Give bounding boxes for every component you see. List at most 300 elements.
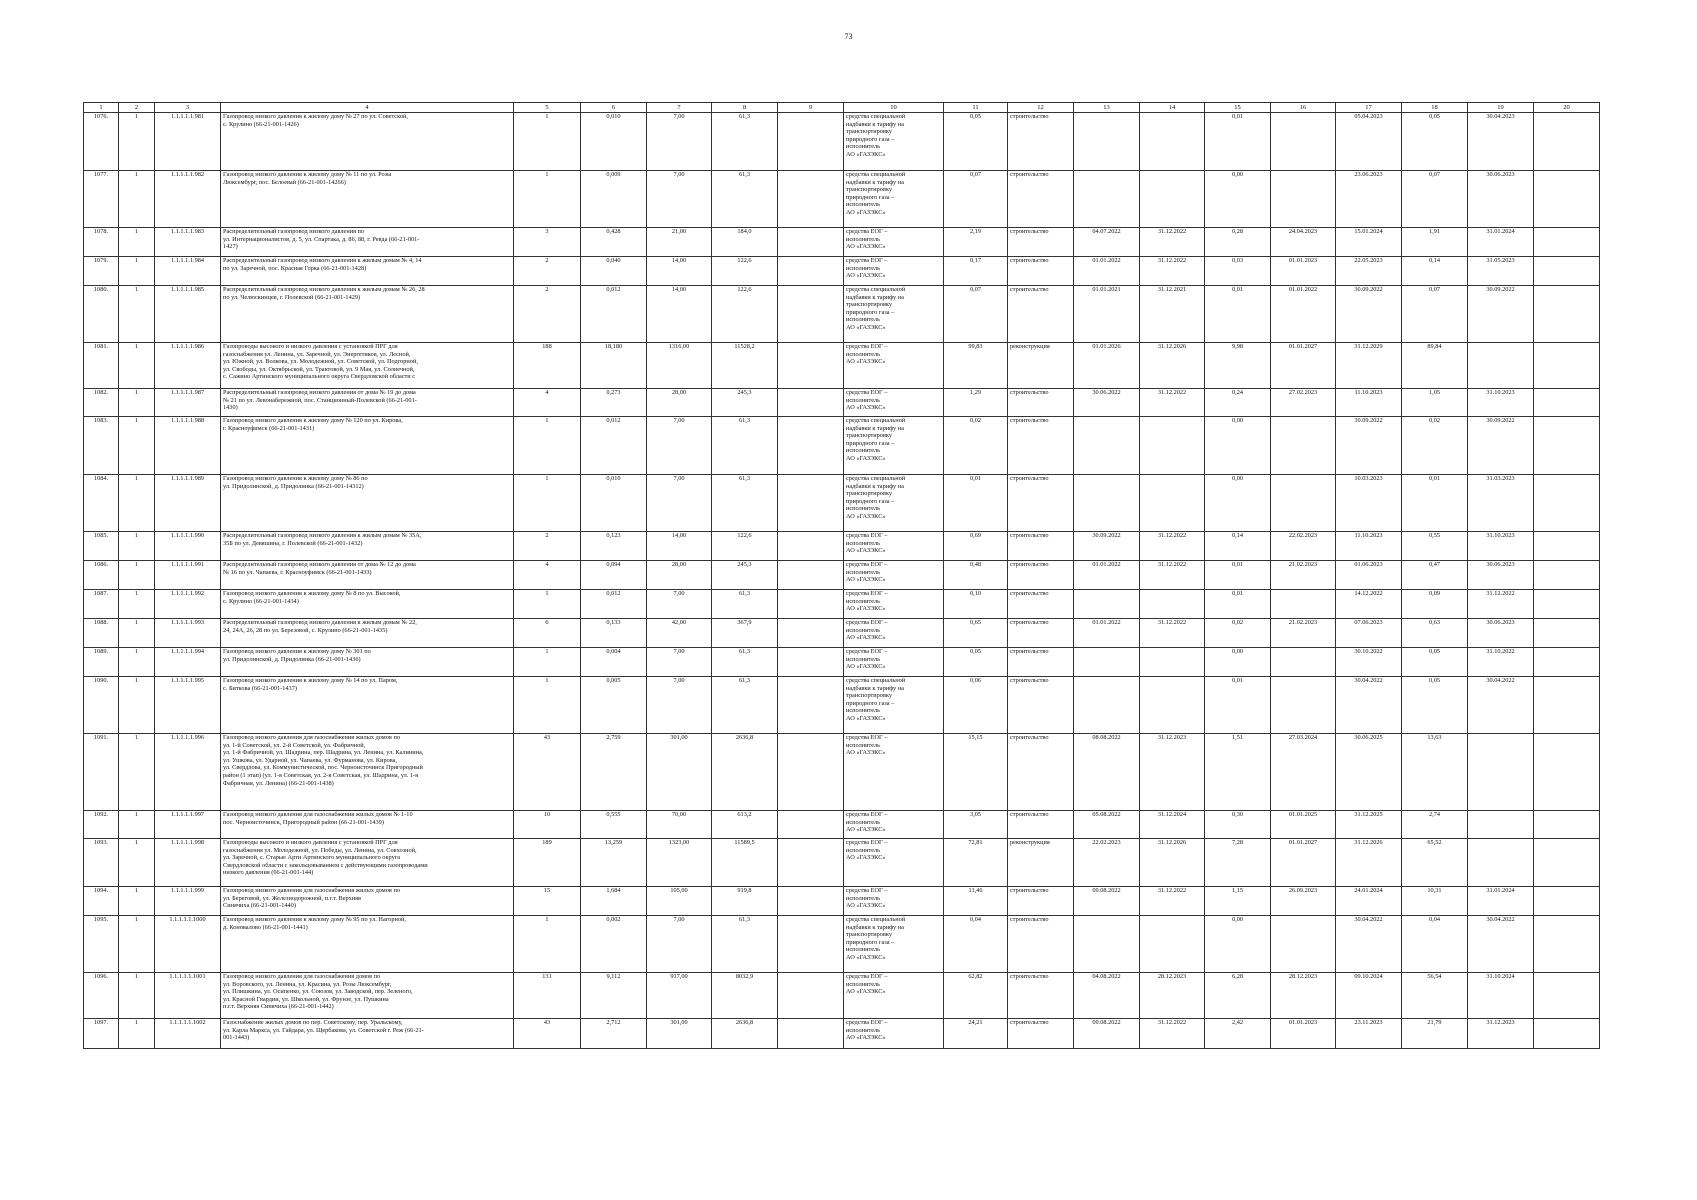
completion-date: 14.12.2022 [1336,590,1402,619]
column-5: 43 [514,1019,581,1049]
work-type: строительство [1008,677,1074,734]
column-15: 0,01 [1205,113,1271,171]
work-type: строительство [1008,228,1074,257]
column-20 [1534,561,1600,590]
column-2: 1 [119,648,155,677]
completion-date: 15.01.2024 [1336,228,1402,257]
column-9 [778,811,844,839]
commissioning-date: 31.12.2022 [1468,590,1534,619]
object-description: Распределительный газопровод низкого давления от дома № 12 до дома № 16 по ул. Чапаева, г. Красноуфимск (66-21-001-1433) [221,561,514,590]
column-7: 7,00 [647,475,712,532]
column-2: 1 [119,228,155,257]
end-date: 31.12.2022 [1140,257,1205,286]
column-8: 2636,8 [712,1019,778,1049]
column-15: 0,01 [1205,286,1271,343]
completion-date: 23.06.2023 [1336,171,1402,228]
length: 0,040 [581,257,647,286]
column-header-20: 20 [1534,103,1600,113]
column-header-5: 5 [514,103,581,113]
funding-source: средства ЕОГ – исполнитель АО «ГАЗЭКС» [844,1019,944,1049]
column-20 [1534,417,1600,475]
length: 1,684 [581,887,647,916]
table-row [84,113,1600,171]
funding-source: средства ЕОГ – исполнитель АО «ГАЗЭКС» [844,839,944,887]
end-date: 31.12.2022 [1140,887,1205,916]
column-8: 61,3 [712,648,778,677]
table-row [84,1019,1600,1049]
row-number: 1078. [84,228,119,257]
row-number: 1089. [84,648,119,677]
column-18: 1,91 [1402,228,1468,257]
column-9 [778,839,844,887]
column-16: 01.01.2023 [1271,1019,1336,1049]
column-16: 01.01.2025 [1271,811,1336,839]
column-7: 14,00 [647,286,712,343]
column-15: 0,30 [1205,811,1271,839]
length: 2,759 [581,734,647,811]
column-5: 6 [514,619,581,648]
cost: 0,07 [944,171,1008,228]
column-header-3: 3 [155,103,221,113]
column-header-9: 9 [778,103,844,113]
column-16 [1271,417,1336,475]
column-5: 4 [514,561,581,590]
column-18: 89,84 [1402,343,1468,389]
column-2: 1 [119,389,155,417]
column-15: 7,28 [1205,839,1271,887]
end-date: 31.12.2021 [1140,286,1205,343]
length: 0,012 [581,590,647,619]
funding-source: средства ЕОГ – исполнитель АО «ГАЗЭКС» [844,811,944,839]
end-date: 31.12.2022 [1140,561,1205,590]
column-header-8: 8 [712,103,778,113]
column-7: 28,00 [647,389,712,417]
object-description: Распределительный газопровод низкого давления по ул. Интернационалистов, д. 5, ул. Спартака, д. 86, 88, г. Ревда (66-21-001- 1427) [221,228,514,257]
column-9 [778,417,844,475]
work-type: строительство [1008,590,1074,619]
column-15: 0,24 [1205,389,1271,417]
column-18: 0,07 [1402,286,1468,343]
column-18: 0,04 [1402,916,1468,973]
column-15: 1,15 [1205,887,1271,916]
funding-source: средства ЕОГ – исполнитель АО «ГАЗЭКС» [844,561,944,590]
cost: 0,05 [944,113,1008,171]
column-2: 1 [119,286,155,343]
column-8: 11589,5 [712,839,778,887]
table-row [84,734,1600,811]
cost: 62,82 [944,973,1008,1019]
column-8: 61,3 [712,417,778,475]
column-7: 28,00 [647,561,712,590]
completion-date: 01.06.2023 [1336,561,1402,590]
length: 0,123 [581,532,647,561]
table-row [84,839,1600,887]
start-date [1074,590,1140,619]
commissioning-date: 31.01.2024 [1468,887,1534,916]
cost: 99,83 [944,343,1008,389]
object-description: Газопровод низкого давления для газоснабжения домов по ул. Воровского, ул. Ленина, ул. Красина, ул. Розы Люксембург, ул. Плишкина, ул. Осипенко, ул. Союзов, ул. Заводской, пер. Зеленого, ул. Красной Гвардии, ул. Школьной, ул. Фрунзе, ул. Пушкина п.г.т. Верхняя Синячиха (66-21-001-1442) [221,973,514,1019]
column-16: 01.01.2027 [1271,343,1336,389]
funding-source: средства ЕОГ – исполнитель АО «ГАЗЭКС» [844,734,944,811]
object-code: 1.1.1.1.1.1002 [155,1019,221,1049]
funding-source: средства ЕОГ – исполнитель АО «ГАЗЭКС» [844,228,944,257]
funding-source: средства специальной надбавки к тарифу на транспортировку природного газа – исполнитель АО «ГАЗЭКС» [844,417,944,475]
object-code: 1.1.1.1.1.991 [155,561,221,590]
object-code: 1.1.1.1.1.985 [155,286,221,343]
commissioning-date: 30.09.2022 [1468,417,1534,475]
start-date: 08.08.2022 [1074,734,1140,811]
column-15: 0,01 [1205,677,1271,734]
completion-date: 05.04.2023 [1336,113,1402,171]
row-number: 1083. [84,417,119,475]
commissioning-date: 30.06.2023 [1468,171,1534,228]
column-8: 245,3 [712,389,778,417]
length: 0,555 [581,811,647,839]
table-row [84,532,1600,561]
completion-date: 23.11.2023 [1336,1019,1402,1049]
column-7: 301,00 [647,1019,712,1049]
commissioning-date: 30.04.2022 [1468,677,1534,734]
column-18: 0,05 [1402,113,1468,171]
column-2: 1 [119,417,155,475]
completion-date: 31.12.2029 [1336,343,1402,389]
completion-date: 30.04.2022 [1336,677,1402,734]
work-type: строительство [1008,475,1074,532]
length: 0,012 [581,417,647,475]
column-header-1: 1 [84,103,119,113]
end-date: 28.12.2023 [1140,973,1205,1019]
end-date: 31.12.2024 [1140,811,1205,839]
column-2: 1 [119,734,155,811]
funding-source: средства специальной надбавки к тарифу на транспортировку природного газа – исполнитель АО «ГАЗЭКС» [844,475,944,532]
table-row [84,475,1600,532]
column-5: 188 [514,343,581,389]
column-18: 0,14 [1402,257,1468,286]
length: 2,712 [581,1019,647,1049]
column-2: 1 [119,887,155,916]
table-row [84,648,1600,677]
column-2: 1 [119,171,155,228]
column-8: 245,3 [712,561,778,590]
column-7: 7,00 [647,677,712,734]
column-8: 61,3 [712,590,778,619]
column-9 [778,887,844,916]
row-number: 1092. [84,811,119,839]
column-2: 1 [119,475,155,532]
column-16: 26.09.2023 [1271,887,1336,916]
start-date: 01.01.2022 [1074,257,1140,286]
length: 0,004 [581,648,647,677]
column-7: 14,00 [647,532,712,561]
column-20 [1534,389,1600,417]
start-date [1074,677,1140,734]
column-8: 919,8 [712,887,778,916]
end-date: 31.12.2022 [1140,1019,1205,1049]
column-8: 2636,8 [712,734,778,811]
work-type: строительство [1008,532,1074,561]
column-20 [1534,811,1600,839]
cost: 24,21 [944,1019,1008,1049]
end-date [1140,677,1205,734]
column-7: 14,00 [647,257,712,286]
column-16: 21.02.2023 [1271,561,1336,590]
commissioning-date: 30.04.2023 [1468,113,1534,171]
column-15: 0,00 [1205,475,1271,532]
column-8: 61,3 [712,475,778,532]
column-header-11: 11 [944,103,1008,113]
commissioning-date [1468,839,1534,887]
column-16: 01.01.2022 [1271,286,1336,343]
end-date [1140,417,1205,475]
column-7: 7,00 [647,916,712,973]
funding-source: средства ЕОГ – исполнитель АО «ГАЗЭКС» [844,973,944,1019]
start-date: 01.01.2022 [1074,619,1140,648]
row-number: 1090. [84,677,119,734]
end-date: 31.12.2026 [1140,343,1205,389]
commissioning-date: 31.10.2023 [1468,532,1534,561]
commissioning-date: 31.05.2023 [1468,257,1534,286]
object-code: 1.1.1.1.1.983 [155,228,221,257]
work-type: строительство [1008,171,1074,228]
row-number: 1080. [84,286,119,343]
column-2: 1 [119,973,155,1019]
object-description: Газопровод низкого давления к жилому дому № 86 по ул. Придолинской, д. Придолинка (66-21-001-14312) [221,475,514,532]
end-date: 31.12.2022 [1140,228,1205,257]
table-row [84,811,1600,839]
completion-date: 31.12.2025 [1336,811,1402,839]
object-code: 1.1.1.1.1.993 [155,619,221,648]
column-18: 13,63 [1402,734,1468,811]
cost: 0,04 [944,916,1008,973]
funding-source: средства специальной надбавки к тарифу на транспортировку природного газа – исполнитель АО «ГАЗЭКС» [844,677,944,734]
start-date: 09.08.2022 [1074,1019,1140,1049]
table-body [84,113,1600,1049]
column-20 [1534,532,1600,561]
completion-date: 31.12.2026 [1336,839,1402,887]
column-header-17: 17 [1336,103,1402,113]
column-header-19: 19 [1468,103,1534,113]
column-20 [1534,343,1600,389]
work-type: реконструкция [1008,839,1074,887]
column-8: 122,6 [712,532,778,561]
length: 0,428 [581,228,647,257]
length: 0,273 [581,389,647,417]
column-16: 01.01.2027 [1271,839,1336,887]
object-description: Газопроводы высокого и низкого давления с установкой ПРГ для газоснабжения ул. Молодежной, ул. Победы, ул. Ленина, ул. Совхозной, ул. Заречной, с. Старые Арти Артинского муниципального округа Свердловской области с закольцовыванием с действующими газопроводами низкого давления (66-21-001-144) [221,839,514,887]
end-date [1140,916,1205,973]
completion-date: 22.05.2023 [1336,257,1402,286]
column-5: 1 [514,590,581,619]
length: 0,002 [581,916,647,973]
column-18: 0,09 [1402,590,1468,619]
length: 0,012 [581,286,647,343]
column-18: 0,01 [1402,475,1468,532]
object-description: Газопроводы высокого и низкого давления с установкой ПРГ для газоснабжения ул. Ленина, ул. Заречной, ул. Энергетиков, ул. Лесной, ул. Южной, ул. Волкова, ул. Молодежной, ул. Советской, ул. Подгорной, ул. Свободы, ул. Октябрьской, ул. Трактовой, ул. 9 Мая, ул. Солнечной, с. Сажино Артинского муниципального округа Свердловской области с [221,343,514,389]
object-code: 1.1.1.1.1.1000 [155,916,221,973]
end-date: 31.12.2022 [1140,389,1205,417]
column-9 [778,113,844,171]
column-18: 65,52 [1402,839,1468,887]
start-date: 04.07.2022 [1074,228,1140,257]
cost: 0,48 [944,561,1008,590]
column-15: 0,02 [1205,619,1271,648]
header-row [84,103,1600,113]
table-row [84,916,1600,973]
length: 13,259 [581,839,647,887]
cost: 0,02 [944,417,1008,475]
commissioning-date: 31.10.2023 [1468,389,1534,417]
end-date [1140,113,1205,171]
column-20 [1534,973,1600,1019]
column-20 [1534,113,1600,171]
cost: 72,81 [944,839,1008,887]
column-2: 1 [119,590,155,619]
length: 0,010 [581,113,647,171]
row-number: 1084. [84,475,119,532]
column-16: 21.02.2023 [1271,619,1336,648]
start-date: 01.01.2022 [1074,561,1140,590]
object-description: Распределительный газопровод низкого давления от дома № 19 до дома № 21 по ул. Левонабережной, пос. Станционный-Полевской (66-21-001- 1430) [221,389,514,417]
column-2: 1 [119,916,155,973]
row-number: 1086. [84,561,119,590]
column-9 [778,973,844,1019]
column-7: 7,00 [647,648,712,677]
row-number: 1088. [84,619,119,648]
column-2: 1 [119,811,155,839]
table-row [84,417,1600,475]
column-15: 6,28 [1205,973,1271,1019]
column-15: 0,14 [1205,532,1271,561]
object-description: Распределительный газопровод низкого давления к жилым домам № 22, 24, 24А, 26, 28 по ул. Березовой, с. Крулино (66-21-001-1435) [221,619,514,648]
end-date: 31.12.2023 [1140,734,1205,811]
object-description: Газопровод низкого давления для газоснабжения жилых домов по ул. Береговой, ул. Железнодорожной, п.г.т. Верхняя Синячиха (66-21-001-1440) [221,887,514,916]
start-date [1074,171,1140,228]
commissioning-date: 31.10.2024 [1468,973,1534,1019]
column-8: 122,6 [712,286,778,343]
column-header-6: 6 [581,103,647,113]
object-description: Газопровод низкого давления к жилому дому № 27 по ул. Советской, с. Крулино (66-21-001-1426) [221,113,514,171]
column-20 [1534,734,1600,811]
column-5: 1 [514,648,581,677]
column-7: 21,00 [647,228,712,257]
object-code: 1.1.1.1.1.990 [155,532,221,561]
column-8: 613,2 [712,811,778,839]
column-2: 1 [119,532,155,561]
object-description: Распределительный газопровод низкого давления к жилым домам № 4, 14 по ул. Заречной, пос. Красная Горка (66-21-001-1428) [221,257,514,286]
length: 0,133 [581,619,647,648]
object-code: 1.1.1.1.1.992 [155,590,221,619]
column-16 [1271,590,1336,619]
column-16 [1271,113,1336,171]
column-8: 61,3 [712,916,778,973]
start-date: 04.08.2022 [1074,973,1140,1019]
column-15: 0,01 [1205,561,1271,590]
cost: 0,17 [944,257,1008,286]
column-20 [1534,590,1600,619]
table-row [84,228,1600,257]
table-row [84,343,1600,389]
cost: 0,69 [944,532,1008,561]
row-number: 1079. [84,257,119,286]
start-date: 01.01.2026 [1074,343,1140,389]
column-9 [778,561,844,590]
column-9 [778,343,844,389]
column-5: 1 [514,677,581,734]
start-date [1074,475,1140,532]
column-5: 1 [514,475,581,532]
end-date: 31.12.2022 [1140,532,1205,561]
length: 9,112 [581,973,647,1019]
start-date [1074,648,1140,677]
column-9 [778,257,844,286]
table-row [84,619,1600,648]
funding-source: средства специальной надбавки к тарифу на транспортировку природного газа – исполнитель АО «ГАЗЭКС» [844,286,944,343]
column-header-13: 13 [1074,103,1140,113]
end-date [1140,590,1205,619]
work-type: реконструкция [1008,343,1074,389]
column-18: 2,74 [1402,811,1468,839]
column-7: 7,00 [647,590,712,619]
column-15: 0,00 [1205,171,1271,228]
cost: 0,07 [944,286,1008,343]
column-9 [778,228,844,257]
work-type: строительство [1008,648,1074,677]
commissioning-date [1468,343,1534,389]
column-header-16: 16 [1271,103,1336,113]
cost: 0,05 [944,648,1008,677]
length: 0,005 [581,677,647,734]
start-date: 09.08.2022 [1074,887,1140,916]
column-18: 0,05 [1402,648,1468,677]
column-18: 1,05 [1402,389,1468,417]
column-header-7: 7 [647,103,712,113]
column-5: 15 [514,887,581,916]
object-description: Газопровод низкого давления для газоснабжения жилых домов по ул. 1-й Советской, ул. 2-й Советской, ул. Фабричной, ул. 1-й Фабричной, ул. Шадрина, пер. Шадрина, ул. Ленина, ул. Калинина, ул. Ушкова, ул. Ударной, ул. Чапаева, ул. Фурманова, ул. Кирова, ул. Свердлова, ул. Коммунистической, пос. Черноисточинск Пригородный район (1 этап) (ул. 1-я Советская, ул. 2-я Советская, ул. Шадрина, ул. 1-я Фабричная, ул. Ленина) (66-21-001-1438) [221,734,514,811]
object-description: Распределительный газопровод низкого давления к жилым домам № 26, 28 по ул. Челюскинцев, г. Полевской (66-21-001-1429) [221,286,514,343]
commissioning-date: 30.06.2023 [1468,561,1534,590]
column-16 [1271,677,1336,734]
funding-source: средства ЕОГ – исполнитель АО «ГАЗЭКС» [844,590,944,619]
column-7: 7,00 [647,113,712,171]
row-number: 1095. [84,916,119,973]
cost: 1,29 [944,389,1008,417]
funding-source: средства специальной надбавки к тарифу на транспортировку природного газа – исполнитель АО «ГАЗЭКС» [844,171,944,228]
column-9 [778,619,844,648]
column-7: 1316,00 [647,343,712,389]
column-8: 8032,9 [712,973,778,1019]
column-16: 22.02.2023 [1271,532,1336,561]
table-row [84,257,1600,286]
funding-source: средства ЕОГ – исполнитель АО «ГАЗЭКС» [844,257,944,286]
commissioning-date: 30.09.2022 [1468,286,1534,343]
column-5: 189 [514,839,581,887]
column-5: 4 [514,389,581,417]
column-18: 0,07 [1402,171,1468,228]
funding-source: средства ЕОГ – исполнитель АО «ГАЗЭКС» [844,887,944,916]
funding-source: средства специальной надбавки к тарифу на транспортировку природного газа – исполнитель АО «ГАЗЭКС» [844,113,944,171]
column-20 [1534,648,1600,677]
cost: 0,65 [944,619,1008,648]
column-18: 10,31 [1402,887,1468,916]
row-number: 1082. [84,389,119,417]
column-20 [1534,257,1600,286]
object-code: 1.1.1.1.1.981 [155,113,221,171]
start-date: 01.01.2021 [1074,286,1140,343]
completion-date: 10.03.2023 [1336,475,1402,532]
column-8: 61,3 [712,677,778,734]
column-8: 184,0 [712,228,778,257]
work-type: строительство [1008,257,1074,286]
